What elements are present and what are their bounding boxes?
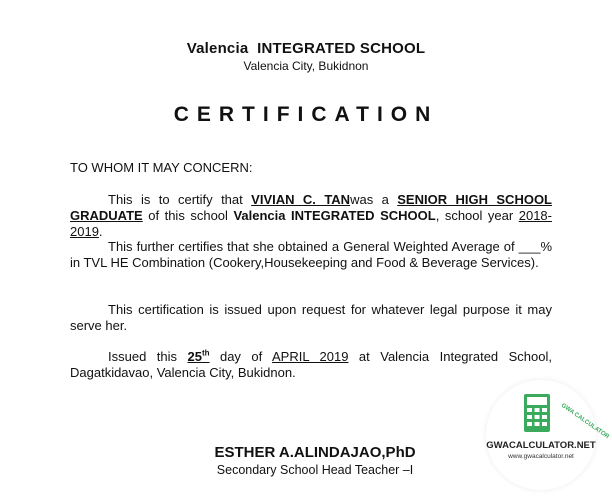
salutation: TO WHOM IT MAY CONCERN: — [70, 160, 253, 175]
school-year: 2018-2019 — [70, 208, 552, 239]
paragraph-purpose: This certification is issued upon request for whatever legal purpose it may serve her. — [70, 302, 552, 333]
gwa-blank: ___ — [518, 239, 541, 254]
watermark-title: GWACALCULATOR.NET — [486, 440, 596, 451]
school-address: Valencia City, Bukidnon — [243, 59, 369, 73]
school-reference: Valencia INTEGRATED SCHOOL — [233, 208, 436, 223]
issue-day: 25th — [187, 348, 210, 364]
graduate-status: SENIOR HIGH SCHOOL GRADUATE — [70, 192, 552, 223]
school-name: Valencia INTEGRATED SCHOOL — [186, 40, 426, 57]
watermark-url: www.gwacalculator.net — [508, 453, 574, 460]
watermark-logo — [486, 380, 610, 490]
svg-text:GWA CALCULATOR: GWA CALCULATOR — [559, 402, 610, 441]
signatory-title: Secondary School Head Teacher –I — [216, 463, 414, 477]
paragraph-graduate: This is to certify that VIVIAN C. TANwas a SENIOR HIGH SCHOOL GRADUATE of this school Valencia INTEGRATED SCHOOL, school year 2018-2019. — [70, 192, 552, 239]
signatory-name: ESTHER A.ALINDAJAO,PhD — [214, 444, 416, 461]
paragraph-issued: Issued this 25th day of APRIL 2019 at Valencia Integrated School, Dagatkidavao, Valencia City, Bukidnon. — [70, 348, 552, 380]
signature-block — [200, 444, 430, 477]
student-name: VIVIAN C. TAN — [251, 192, 351, 207]
calculator-icon — [486, 380, 610, 490]
paragraph-gwa: This further certifies that she obtained a General Weighted Average of ___% in TVL HE Combination (Cookery,Housekeeping and Food & Beverage Services). — [70, 239, 552, 270]
letterhead — [0, 40, 612, 73]
issue-month-year: APRIL 2019 — [271, 349, 349, 364]
document-title: CERTIFICATION — [173, 103, 439, 126]
